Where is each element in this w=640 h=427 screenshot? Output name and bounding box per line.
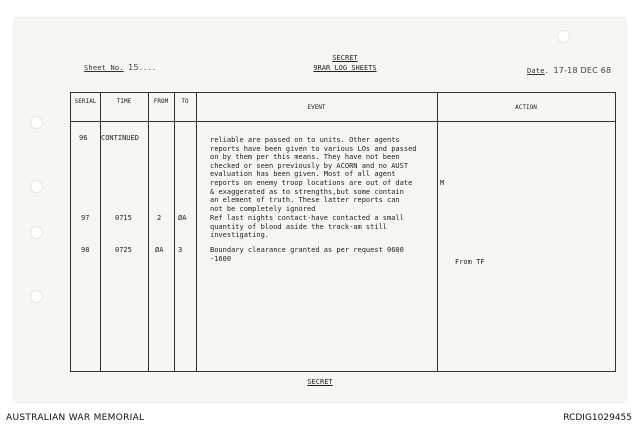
event-line: & exaggerated as to strengths,but some contain bbox=[210, 187, 404, 196]
sheet-number: 15 bbox=[128, 63, 139, 72]
event-line: checked or seen previously by ACORN and no AUST bbox=[210, 161, 409, 170]
col-header-time: TIME bbox=[116, 98, 132, 105]
punch-hole bbox=[30, 116, 43, 129]
log-table bbox=[70, 92, 616, 372]
date-field: Date. 17-18 DEC 68 bbox=[527, 66, 612, 75]
row-96-time: CONTINUED bbox=[101, 134, 139, 142]
event-line: -1600 bbox=[210, 254, 232, 263]
col-header-event: EVENT bbox=[307, 104, 326, 111]
row-96-serial: 96 bbox=[79, 134, 88, 142]
date-value: 17-18 DEC 68 bbox=[553, 66, 612, 75]
row-97-from: 2 bbox=[157, 214, 162, 222]
classification-bottom: SECRET bbox=[307, 378, 333, 386]
event-line: reports have been given to various LOs and passed bbox=[210, 144, 417, 153]
row-97-event bbox=[210, 214, 440, 240]
institution-name: AUSTRALIAN WAR MEMORIAL bbox=[6, 413, 145, 423]
event-line: quantity of blood aside the track-am still bbox=[210, 222, 388, 231]
row-98-action: From TF bbox=[455, 258, 485, 266]
row-97-time: 0715 bbox=[115, 214, 132, 222]
col-header-action: ACTION bbox=[515, 104, 537, 111]
sheet-number-field: Sheet No. 15.... bbox=[84, 63, 157, 72]
event-line: Ref last nights contact-have contacted a small bbox=[210, 214, 404, 222]
row-98-event bbox=[210, 246, 440, 263]
row-97-serial: 97 bbox=[81, 214, 90, 222]
log-title: 9RAR LOG SHEETS bbox=[313, 64, 377, 72]
row-96-event bbox=[210, 136, 440, 213]
col-header-serial: SERIAL bbox=[74, 98, 97, 105]
event-line: investigating. bbox=[210, 231, 270, 240]
event-line: reliable are passed on to units. Other agents bbox=[210, 136, 400, 144]
column-rule bbox=[148, 93, 149, 371]
punch-hole bbox=[30, 180, 43, 193]
event-line: evaluation has been given. Most of all agent bbox=[210, 170, 396, 179]
row-98-serial: 98 bbox=[81, 246, 90, 254]
classification-top: SECRET bbox=[332, 54, 358, 62]
event-line: an element of truth. These latter reports can bbox=[210, 196, 400, 205]
col-header-to: TO bbox=[181, 98, 189, 105]
row-98-to: 3 bbox=[178, 246, 183, 254]
column-rule bbox=[196, 93, 197, 371]
punch-hole bbox=[557, 30, 570, 43]
row-98-from: ØA bbox=[155, 246, 164, 254]
column-rule bbox=[174, 93, 175, 371]
event-line: reports on enemy troop locations are out of date bbox=[210, 178, 413, 187]
punch-hole bbox=[30, 290, 43, 303]
col-header-from: FROM bbox=[153, 98, 169, 105]
event-line: on by them per this means. They have not been bbox=[210, 153, 400, 162]
sheet-label: Sheet No. bbox=[84, 64, 124, 72]
header-rule bbox=[71, 121, 615, 122]
punch-hole bbox=[30, 226, 43, 239]
archive-caption-bar bbox=[0, 408, 640, 427]
row-97-to: ØA bbox=[178, 214, 187, 222]
row-98-time: 0725 bbox=[115, 246, 132, 254]
date-label: Date bbox=[527, 67, 545, 75]
record-id: RCDIG1029455 bbox=[563, 413, 632, 423]
row-96-action: M bbox=[440, 179, 445, 187]
event-line: not be completely ignored bbox=[210, 204, 316, 213]
event-line: Boundary clearance granted as per request 0600 bbox=[210, 246, 404, 254]
